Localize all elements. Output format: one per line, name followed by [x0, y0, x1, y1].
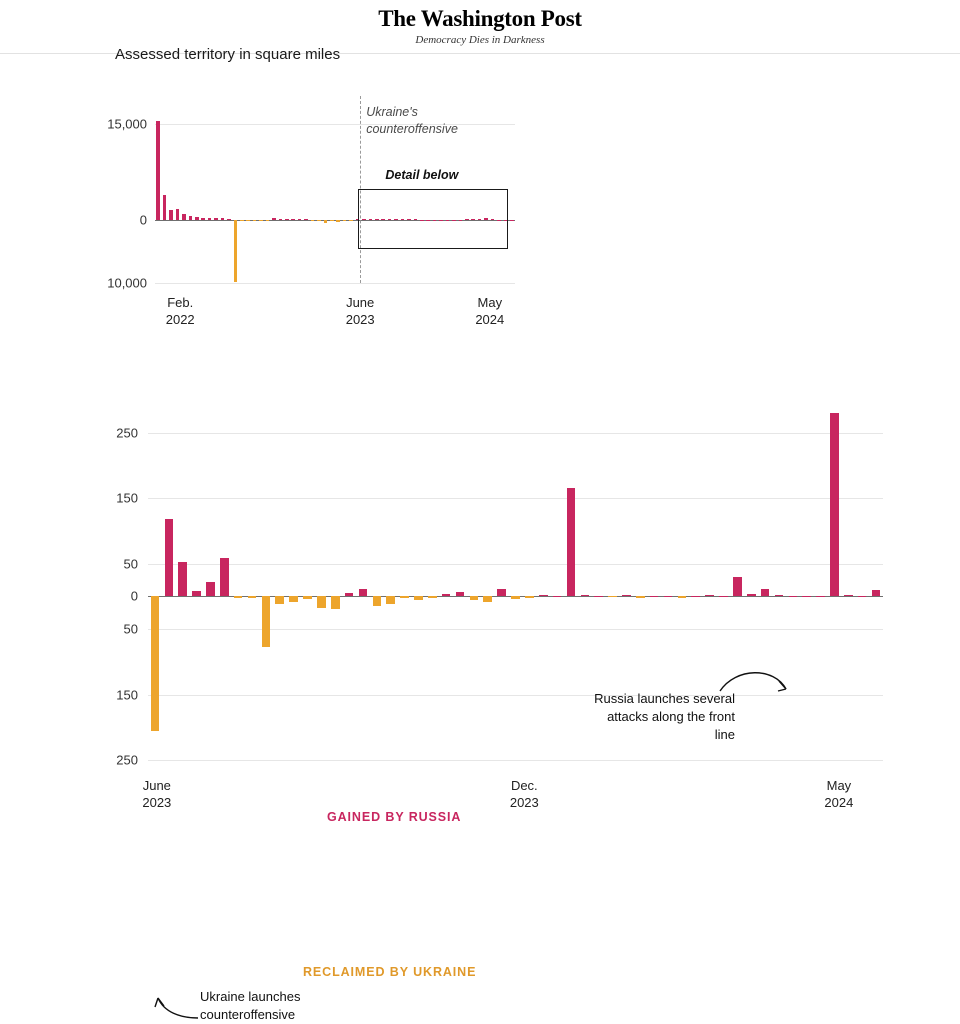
bar	[272, 218, 276, 219]
bar	[733, 577, 742, 597]
bar	[220, 558, 229, 596]
counteroffensive-marker-label: Ukraine's counteroffensive	[366, 105, 458, 136]
bar	[622, 595, 631, 596]
bar	[189, 216, 193, 220]
y-axis-tick: 50	[123, 556, 138, 572]
x-axis-tick	[140, 295, 220, 329]
bar	[163, 195, 167, 220]
bar	[510, 220, 514, 221]
bar	[872, 590, 881, 597]
bar	[275, 596, 284, 604]
bar	[553, 596, 562, 597]
bar	[266, 220, 270, 221]
bar	[262, 596, 271, 647]
bar	[525, 596, 534, 597]
gridline	[148, 498, 883, 499]
bar	[289, 596, 298, 601]
y-axis-tick: 0	[139, 212, 147, 228]
bar	[789, 596, 798, 597]
bar	[567, 488, 576, 596]
x-axis-tick-top: June	[142, 778, 171, 793]
x-axis-tick-top: Dec.	[510, 778, 538, 793]
x-axis-tick	[799, 778, 879, 812]
bar	[234, 596, 243, 598]
bar	[169, 210, 173, 220]
bar	[285, 219, 289, 220]
bar	[214, 218, 218, 219]
bar	[291, 219, 295, 220]
bar	[317, 596, 326, 608]
bar	[182, 214, 186, 220]
bar	[234, 220, 238, 282]
russia-attacks-callout: Russia launches several attacks along the front line	[594, 691, 735, 742]
bar	[470, 596, 479, 600]
overview-chart	[0, 0, 960, 340]
bar	[816, 596, 825, 597]
x-axis-tick-top: May	[826, 778, 852, 793]
x-axis-tick-top: Feb.	[167, 295, 194, 310]
bar	[279, 219, 283, 220]
masthead-title: The Washington Post	[378, 6, 582, 32]
bar	[221, 218, 225, 219]
x-axis-tick-top: June	[346, 295, 375, 310]
bar	[775, 595, 784, 596]
gridline	[148, 433, 883, 434]
bar	[192, 591, 201, 596]
bar	[311, 220, 315, 221]
bar	[253, 220, 257, 221]
bar	[304, 219, 308, 220]
bar	[195, 217, 199, 220]
masthead-tagline: Democracy Dies in Darkness	[415, 33, 545, 46]
bar	[650, 596, 659, 597]
bar	[428, 596, 437, 597]
bar	[298, 219, 302, 220]
x-axis-tick-bottom: 2023	[345, 311, 375, 327]
bar	[208, 218, 212, 220]
bar	[747, 594, 756, 597]
bar	[240, 220, 244, 222]
bar	[497, 589, 506, 597]
x-axis-tick	[320, 295, 400, 329]
bar	[483, 596, 492, 601]
bar	[303, 596, 312, 599]
bar	[248, 596, 257, 597]
bar	[176, 209, 180, 220]
bar	[442, 594, 451, 596]
ukraine-counteroffensive-callout: Ukraine launches counteroffensive	[200, 989, 301, 1022]
x-axis-tick-bottom: 2023	[509, 794, 539, 810]
bar	[151, 596, 160, 730]
y-axis-tick: 250	[116, 425, 138, 441]
bar	[324, 220, 328, 223]
bar	[761, 589, 770, 597]
gained-by-russia-label: GAINED BY RUSSIA	[327, 810, 462, 824]
bar	[608, 596, 617, 597]
bar	[511, 596, 520, 599]
bar	[206, 582, 215, 596]
bar	[178, 562, 187, 596]
bar	[343, 220, 347, 221]
bar	[636, 596, 645, 597]
bar	[581, 595, 590, 596]
bar	[414, 596, 423, 600]
y-axis-tick: 10,000	[107, 275, 147, 291]
x-axis-tick-bottom: 2024	[824, 794, 854, 810]
x-axis-tick	[117, 778, 197, 812]
bar	[331, 596, 340, 609]
chart-subtitle: Assessed territory in square miles	[115, 46, 341, 63]
ukraine-counteroffensive-arrow	[150, 970, 205, 1020]
bar	[705, 595, 714, 596]
bar	[345, 593, 354, 596]
bar	[456, 592, 465, 597]
y-axis-tick: 15,000	[107, 116, 147, 132]
bar	[317, 220, 321, 221]
x-axis-tick-bottom: 2022	[165, 311, 195, 327]
bar	[678, 596, 687, 597]
bar	[156, 121, 160, 219]
bar	[844, 595, 853, 596]
bar	[830, 413, 839, 596]
bar	[539, 595, 548, 596]
bar	[858, 596, 867, 597]
bar	[802, 596, 811, 597]
y-axis-tick: 50	[123, 621, 138, 637]
bar	[349, 220, 353, 221]
bar	[373, 596, 382, 605]
bar	[259, 220, 263, 221]
bar	[386, 596, 395, 604]
bar	[246, 220, 250, 221]
bar	[691, 596, 700, 597]
y-axis-tick: 0	[130, 588, 138, 604]
bar	[594, 596, 603, 597]
russia-attacks-arrow	[718, 665, 798, 710]
y-axis-tick: 250	[116, 752, 138, 768]
bar	[719, 596, 728, 597]
reclaimed-by-ukraine-label: RECLAIMED BY UKRAINE	[303, 965, 477, 979]
gridline	[148, 760, 883, 761]
x-axis-tick-top: May	[477, 295, 503, 310]
gridline	[148, 629, 883, 630]
y-axis-tick: 150	[116, 687, 138, 703]
bar	[227, 219, 231, 220]
y-axis-tick: 150	[116, 490, 138, 506]
bar	[400, 596, 409, 598]
bar	[664, 596, 673, 597]
detail-chart	[0, 355, 960, 1022]
gridline	[155, 283, 515, 284]
x-axis-tick	[484, 778, 564, 812]
overview-plot-area	[107, 105, 515, 327]
detail-region-box[interactable]	[358, 189, 508, 249]
x-axis-tick-bottom: 2024	[475, 311, 505, 327]
detail-below-label: Detail below	[385, 167, 459, 182]
x-axis-tick-bottom: 2023	[142, 794, 172, 810]
bar	[201, 218, 205, 220]
x-axis-tick	[450, 295, 530, 329]
bar	[359, 589, 368, 597]
bar	[330, 220, 334, 222]
bar	[165, 519, 174, 596]
bar	[336, 220, 340, 223]
gridline	[148, 564, 883, 565]
